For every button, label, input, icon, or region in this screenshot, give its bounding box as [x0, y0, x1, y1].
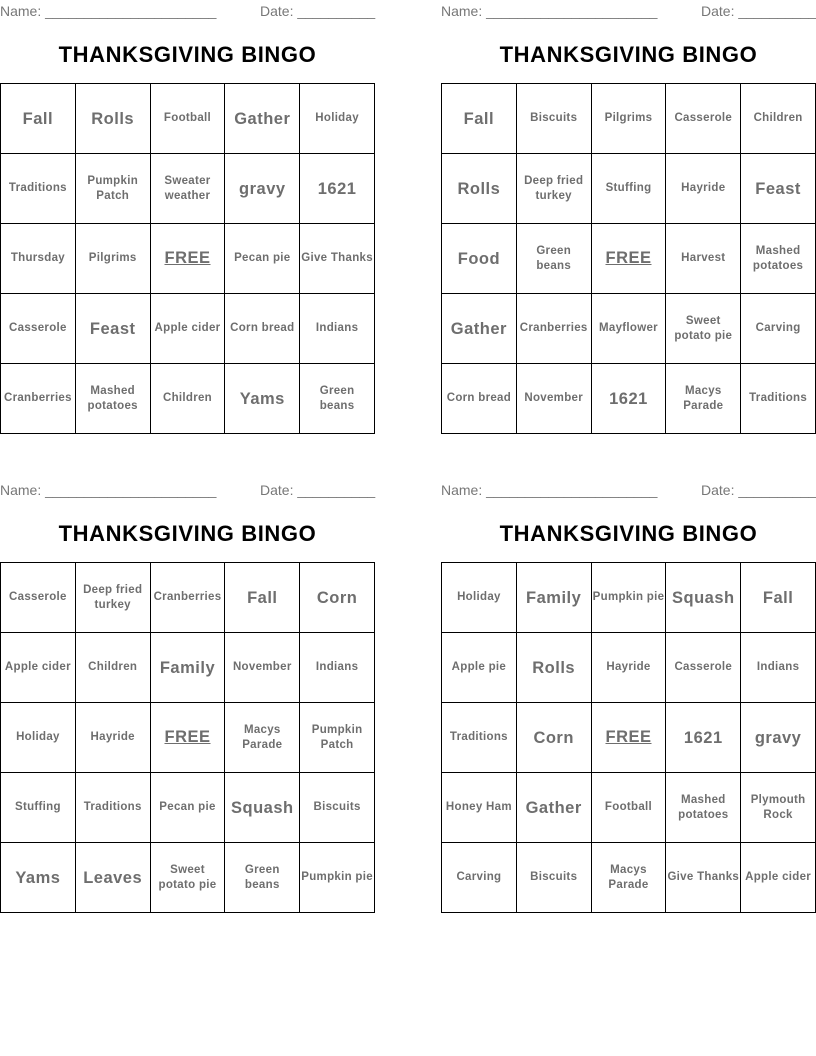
bingo-cell	[442, 224, 517, 294]
bingo-cell	[741, 154, 816, 224]
bingo-cell-text: FREE	[605, 728, 652, 746]
bingo-cell	[592, 633, 667, 703]
bingo-cell-text: Pumpkin Patch	[311, 723, 363, 751]
bingo-cell	[592, 294, 667, 364]
bingo-cell-text: Mashed potatoes	[678, 793, 729, 821]
bingo-cell	[741, 563, 816, 633]
bingo-cell-text: Pilgrims	[88, 252, 137, 264]
bingo-grid	[441, 83, 816, 434]
bingo-cell	[151, 364, 226, 434]
card-title: THANKSGIVING BINGO	[58, 521, 317, 546]
bingo-cell	[666, 773, 741, 843]
bingo-cell-text: Squash	[671, 588, 735, 607]
bingo-cell-text: Cranberries	[3, 392, 72, 404]
bingo-cell-text: Hayride	[681, 182, 726, 194]
bingo-cell-text: Children	[88, 661, 138, 673]
bingo-cell-text: Cranberries	[153, 591, 222, 603]
bingo-cell	[76, 364, 151, 434]
bingo-cell-text: Carving	[456, 871, 502, 883]
bingo-cell	[225, 294, 300, 364]
bingo-cell	[666, 294, 741, 364]
name-date-line	[0, 3, 375, 21]
bingo-cell	[76, 84, 151, 154]
bingo-grid	[0, 562, 375, 913]
bingo-cell	[300, 294, 375, 364]
bingo-cell	[151, 633, 226, 703]
bingo-cell	[666, 84, 741, 154]
bingo-cell-text: Gather	[525, 798, 582, 817]
bingo-cell-text: Rolls	[532, 658, 576, 677]
bingo-cell	[151, 773, 226, 843]
bingo-cell-text: 1621	[317, 179, 357, 198]
bingo-cell-text: Traditions	[8, 182, 67, 194]
bingo-cell	[741, 294, 816, 364]
bingo-cell	[666, 703, 741, 773]
bingo-cell	[300, 773, 375, 843]
bingo-cell-text: Pilgrims	[604, 112, 653, 124]
name-field: Name: ______________________	[0, 482, 217, 498]
bingo-cell-text: Pumpkin Patch	[87, 174, 139, 202]
bingo-cell	[76, 703, 151, 773]
bingo-cell	[517, 84, 592, 154]
bingo-cell-text: Harvest	[681, 252, 726, 264]
bingo-cell-text: Corn	[533, 728, 574, 747]
bingo-cell	[741, 633, 816, 703]
bingo-card-1	[0, 0, 375, 432]
bingo-cell-text: Gather	[234, 109, 291, 128]
bingo-cell-text: Pumpkin pie	[301, 871, 373, 883]
bingo-cell-text: Gather	[450, 319, 507, 338]
bingo-cell	[300, 703, 375, 773]
bingo-cell-text: Macys Parade	[683, 384, 724, 412]
bingo-cell-text: Macys Parade	[242, 723, 283, 751]
bingo-cell	[592, 773, 667, 843]
bingo-cell-text: Sweet potato pie	[674, 314, 733, 342]
date-field: Date: __________	[260, 482, 376, 498]
bingo-cell-text: Pumpkin pie	[592, 591, 665, 603]
bingo-cell	[741, 224, 816, 294]
bingo-cell	[225, 843, 300, 913]
bingo-cell	[300, 364, 375, 434]
bingo-cell	[666, 633, 741, 703]
bingo-cell	[442, 84, 517, 154]
bingo-cell-text: Family	[526, 588, 582, 607]
bingo-cell-text: Stuffing	[605, 182, 652, 194]
bingo-cell	[1, 364, 76, 434]
bingo-cell-text: Yams	[15, 868, 61, 887]
bingo-cell	[741, 364, 816, 434]
bingo-cell-text: Apple cider	[154, 322, 221, 334]
date-field: Date: __________	[701, 482, 816, 498]
bingo-cell-text: Mashed potatoes	[87, 384, 138, 412]
bingo-cell	[517, 294, 592, 364]
bingo-cell	[300, 633, 375, 703]
card-title: THANKSGIVING BINGO	[58, 42, 317, 67]
bingo-cell	[76, 633, 151, 703]
bingo-cell	[1, 563, 76, 633]
bingo-cell	[592, 843, 667, 913]
bingo-cell	[225, 563, 300, 633]
bingo-cell-text: Casserole	[674, 112, 733, 124]
free-space	[592, 703, 667, 773]
bingo-cell	[225, 364, 300, 434]
name-field: Name: ______________________	[441, 482, 658, 498]
bingo-cell	[592, 154, 667, 224]
card-title: THANKSGIVING BINGO	[499, 42, 758, 67]
bingo-cell-text: Food	[457, 249, 501, 268]
bingo-cell	[225, 633, 300, 703]
bingo-grid	[441, 562, 816, 913]
bingo-cell-text: Corn bread	[446, 392, 512, 404]
bingo-cell	[666, 563, 741, 633]
bingo-cell	[741, 703, 816, 773]
date-field: Date: __________	[260, 3, 376, 19]
bingo-cell-text: Hayride	[90, 731, 135, 743]
bingo-grid	[0, 83, 375, 434]
bingo-cell	[517, 843, 592, 913]
bingo-cell-text: Fall	[762, 588, 794, 607]
bingo-cell	[1, 154, 76, 224]
bingo-cell-text: Sweater weather	[164, 174, 211, 202]
bingo-cell-text: Rolls	[91, 109, 135, 128]
bingo-cell-text: Indians	[315, 322, 359, 334]
bingo-cell-text: Apple cider	[4, 661, 71, 673]
bingo-cell	[517, 364, 592, 434]
name-field: Name: ______________________	[441, 3, 658, 19]
bingo-cell-text: Traditions	[449, 731, 508, 743]
bingo-cell-text: Biscuits	[530, 112, 578, 124]
card-title: THANKSGIVING BINGO	[499, 521, 758, 546]
bingo-cell-text: FREE	[605, 249, 652, 267]
bingo-cell	[517, 703, 592, 773]
bingo-cell-text: Fall	[247, 588, 278, 607]
bingo-cell-text: Traditions	[749, 392, 808, 404]
bingo-cell	[517, 633, 592, 703]
bingo-cell-text: Traditions	[83, 801, 142, 813]
bingo-cell-text: Indians	[756, 661, 800, 673]
name-date-line	[441, 482, 816, 500]
bingo-cell	[225, 154, 300, 224]
bingo-cell-text: Hayride	[606, 661, 651, 673]
bingo-cell-text: Yams	[239, 389, 285, 408]
bingo-cell-text: Honey Ham	[445, 801, 512, 813]
name-field: Name: ______________________	[0, 3, 217, 19]
bingo-cell	[442, 154, 517, 224]
free-space	[592, 224, 667, 294]
bingo-cell-text: Leaves	[83, 868, 143, 887]
bingo-cell-text: Pecan pie	[234, 252, 291, 264]
bingo-card-3	[0, 479, 375, 911]
name-date-line	[441, 3, 816, 21]
bingo-cell	[76, 154, 151, 224]
bingo-cell-text: Thursday	[10, 252, 65, 264]
bingo-cell	[442, 364, 517, 434]
bingo-cell-text: Children	[753, 112, 803, 124]
bingo-cell-text: Holiday	[16, 731, 60, 743]
bingo-cell	[592, 84, 667, 154]
bingo-cell	[666, 843, 741, 913]
bingo-card-4	[441, 479, 816, 911]
bingo-cell-text: Fall	[463, 109, 495, 128]
bingo-cell-text: Feast	[89, 319, 136, 338]
bingo-cell-text: Biscuits	[530, 871, 578, 883]
bingo-cell-text: Corn bread	[230, 322, 295, 334]
bingo-cell-text: Give Thanks	[667, 871, 740, 883]
bingo-cell-text: Give Thanks	[301, 252, 373, 264]
bingo-cell	[517, 563, 592, 633]
bingo-cell-text: Family	[159, 658, 216, 677]
bingo-cell	[517, 773, 592, 843]
bingo-cell	[517, 154, 592, 224]
bingo-cell	[1, 294, 76, 364]
bingo-cell-text: November	[524, 392, 584, 404]
bingo-cell	[517, 224, 592, 294]
bingo-cell-text: Biscuits	[313, 801, 361, 813]
bingo-cell-text: Green beans	[244, 863, 280, 891]
bingo-cell	[151, 84, 226, 154]
bingo-cell	[741, 843, 816, 913]
bingo-cell	[300, 84, 375, 154]
name-date-line	[0, 482, 375, 500]
bingo-cell	[76, 773, 151, 843]
bingo-cell-text: Football	[163, 112, 212, 124]
bingo-cell	[151, 154, 226, 224]
bingo-cell-text: Casserole	[9, 591, 67, 603]
bingo-cell-text: Macys Parade	[608, 863, 649, 891]
bingo-cell	[76, 563, 151, 633]
bingo-cell	[76, 294, 151, 364]
bingo-cell-text: Holiday	[457, 591, 501, 603]
bingo-cell-text: gravy	[239, 179, 286, 198]
bingo-cell	[225, 224, 300, 294]
bingo-cell	[666, 224, 741, 294]
bingo-cell-text: Fall	[22, 109, 54, 128]
date-field: Date: __________	[701, 3, 816, 19]
bingo-cell	[741, 773, 816, 843]
bingo-cell-text: Casserole	[9, 322, 67, 334]
bingo-cell	[76, 224, 151, 294]
bingo-cell-text: Rolls	[457, 179, 501, 198]
bingo-cell-text: Feast	[755, 179, 801, 198]
bingo-cell	[442, 633, 517, 703]
bingo-cell	[666, 154, 741, 224]
bingo-cell	[225, 773, 300, 843]
bingo-cell	[151, 294, 226, 364]
bingo-cell-text: Plymouth Rock	[750, 793, 806, 821]
bingo-cell-text: Apple pie	[451, 661, 507, 673]
bingo-cell	[442, 703, 517, 773]
bingo-cell-text: Carving	[755, 322, 801, 334]
bingo-cell-text: Mayflower	[599, 322, 658, 334]
bingo-cell	[300, 154, 375, 224]
bingo-cell	[151, 563, 226, 633]
bingo-cell	[592, 364, 667, 434]
free-space	[151, 224, 226, 294]
bingo-cell	[151, 843, 226, 913]
bingo-cell	[300, 563, 375, 633]
bingo-cell-text: Sweet potato pie	[158, 863, 217, 891]
bingo-cell-text: Deep fried turkey	[83, 583, 143, 611]
bingo-cell-text: November	[232, 661, 292, 673]
bingo-cell	[442, 563, 517, 633]
bingo-cell-text: Apple cider	[745, 871, 812, 883]
bingo-cell	[442, 773, 517, 843]
bingo-cell-text: Stuffing	[14, 801, 61, 813]
bingo-cell-text: Children	[162, 392, 213, 404]
bingo-cell-text: Deep fried turkey	[524, 174, 584, 202]
bingo-cell-text: Indians	[315, 661, 359, 673]
bingo-cell	[442, 843, 517, 913]
bingo-cell	[1, 84, 76, 154]
bingo-cell	[741, 84, 816, 154]
bingo-cell-text: Green beans	[319, 384, 355, 412]
bingo-cell-text: Green beans	[536, 244, 572, 272]
bingo-cell	[300, 843, 375, 913]
bingo-cell	[225, 703, 300, 773]
bingo-cell-text: Mashed potatoes	[752, 244, 804, 272]
bingo-cell-text: gravy	[754, 728, 802, 747]
bingo-cell-text: FREE	[164, 249, 211, 267]
bingo-cell	[1, 224, 76, 294]
bingo-cell-text: 1621	[609, 389, 648, 408]
bingo-cell	[592, 563, 667, 633]
bingo-cell-text: Pecan pie	[159, 801, 216, 813]
bingo-cell	[1, 843, 76, 913]
bingo-cell-text: FREE	[164, 728, 211, 746]
bingo-cell	[442, 294, 517, 364]
bingo-cell	[1, 703, 76, 773]
bingo-cell	[76, 843, 151, 913]
bingo-cell-text: Casserole	[674, 661, 733, 673]
bingo-cell-text: Corn	[316, 588, 358, 607]
bingo-cell	[666, 364, 741, 434]
bingo-cell	[300, 224, 375, 294]
bingo-cell	[225, 84, 300, 154]
bingo-cell-text: Cranberries	[519, 322, 588, 334]
bingo-cell-text: Holiday	[315, 112, 359, 124]
bingo-cell-text: 1621	[683, 728, 723, 747]
bingo-cell	[1, 633, 76, 703]
bingo-cell	[1, 773, 76, 843]
bingo-cell-text: Squash	[230, 798, 294, 817]
free-space	[151, 703, 226, 773]
bingo-cell-text: Football	[604, 801, 653, 813]
bingo-card-2	[441, 0, 816, 432]
